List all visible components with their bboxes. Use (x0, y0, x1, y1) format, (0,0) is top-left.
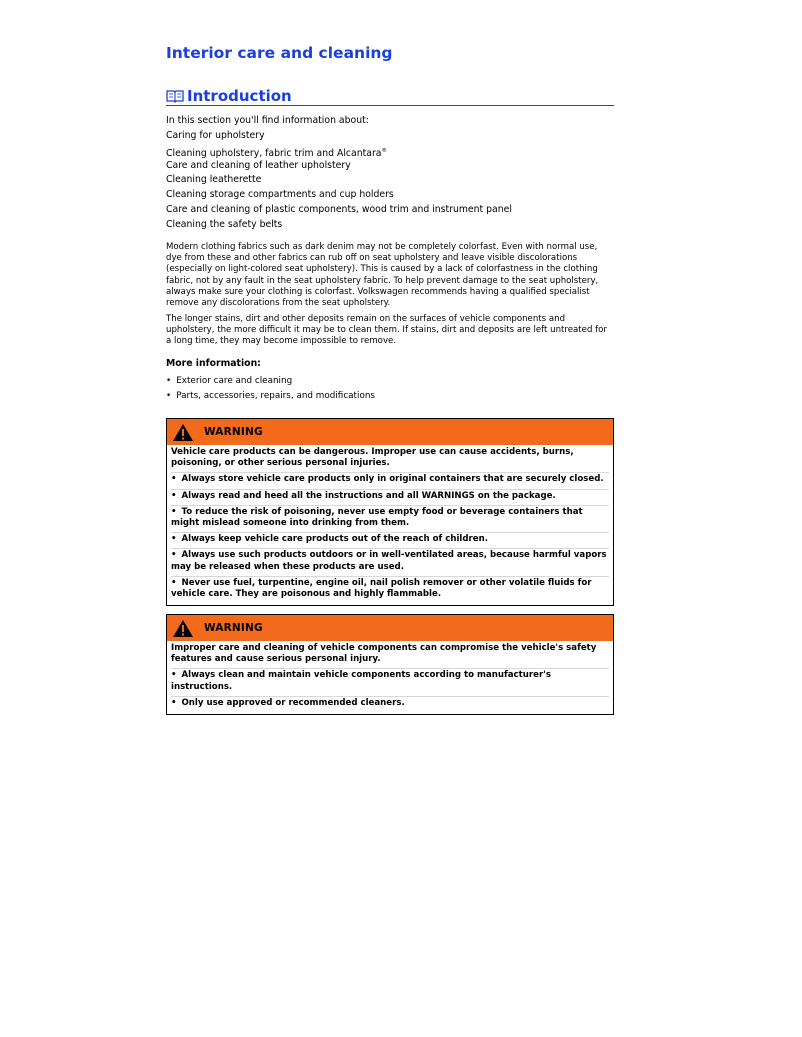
paragraph-stains: The longer stains, dirt and other deposits remain on the surfaces of vehicle components and upholstery, the more difficult it may be to clean them. If stains, dirt and deposits are left untreated for a long time, they may become impossible to remove. (166, 314, 607, 347)
warning-box (166, 614, 614, 715)
warning-body (167, 445, 613, 605)
warning-item: • Always store vehicle care products only in original containers that are securely closed. (171, 472, 609, 488)
warning-triangle-icon (172, 619, 194, 638)
topic-item: Cleaning storage compartments and cup holders (166, 189, 394, 201)
warning-body (167, 641, 613, 714)
warning-label: WARNING (204, 426, 263, 438)
warning-lead: Vehicle care products can be dangerous. Improper use can cause accidents, burns, poisoning, or other serious personal injuries. (171, 447, 574, 469)
warning-label: WARNING (204, 622, 263, 634)
subsection-title-text: Introduction (187, 86, 292, 105)
more-info-title: More information: (166, 358, 261, 369)
topic-item: Cleaning the safety belts (166, 218, 283, 230)
topic-item: Cleaning leatherette (166, 174, 262, 186)
more-info-links (166, 374, 375, 404)
warning-item: • Only use approved or recommended cleaners. (171, 696, 609, 712)
section-title: Interior care and cleaning (166, 44, 393, 62)
warning-item: • Always read and heed all the instructions and all WARNINGS on the package. (171, 489, 609, 505)
warning-list (171, 472, 609, 603)
warning-item: • Always keep vehicle care products out of the reach of children. (171, 532, 609, 548)
more-info-link[interactable]: • Parts, accessories, repairs, and modifications (166, 389, 375, 404)
warning-item: • Always clean and maintain vehicle components according to manufacturer's instructions. (171, 668, 609, 695)
warning-header (167, 419, 613, 445)
intro-lead: In this section you'll find information about: (166, 115, 369, 126)
warning-item: • To reduce the risk of poisoning, never use empty food or beverage containers that might mislead someone into drinking from them. (171, 505, 609, 532)
book-icon (166, 89, 184, 103)
topic-list (166, 129, 512, 233)
paragraph-colorfastness: Modern clothing fabrics such as dark denim may not be completely colorfast. Even with normal use, dye from these and other fabrics can rub off on seat upholstery and leave visible discolorations (especially on light-colored seat upholstery). This is caused by a lack of colorfastness in the clothing fabric, not by any fault in the seat upholstery fabric. To help prevent damage to the seat upholstery, always make sure your clothing is colorfast. Volkswagen recommends having a qualified specialist remove any discolorations from the seat upholstery. (166, 242, 599, 309)
warning-triangle-icon (172, 423, 194, 442)
topic-item (166, 144, 512, 159)
registered-mark: ® (381, 147, 387, 154)
warning-item: • Never use fuel, turpentine, engine oil, nail polish remover or other volatile fluids for vehicle care. They are poisonous and highly flammable. (171, 576, 609, 603)
topic-item: Care and cleaning of plastic components, wood trim and instrument panel (166, 203, 512, 215)
more-info-link[interactable]: • Exterior care and cleaning (166, 374, 375, 389)
subsection-title (166, 86, 614, 106)
warning-list (171, 668, 609, 712)
topic-item: Caring for upholstery (166, 130, 265, 141)
warning-box (166, 418, 614, 606)
warning-header (167, 615, 613, 641)
warning-lead: Improper care and cleaning of vehicle components can compromise the vehicle's safety features and cause serious personal injury. (171, 643, 597, 665)
topic-item-text: Cleaning upholstery, fabric trim and Alcantara (166, 147, 382, 159)
warning-item: • Always use such products outdoors or in well-ventilated areas, because harmful vapors may be released when these products are used. (171, 548, 609, 575)
topic-item: Care and cleaning of leather upholstery (166, 159, 351, 171)
